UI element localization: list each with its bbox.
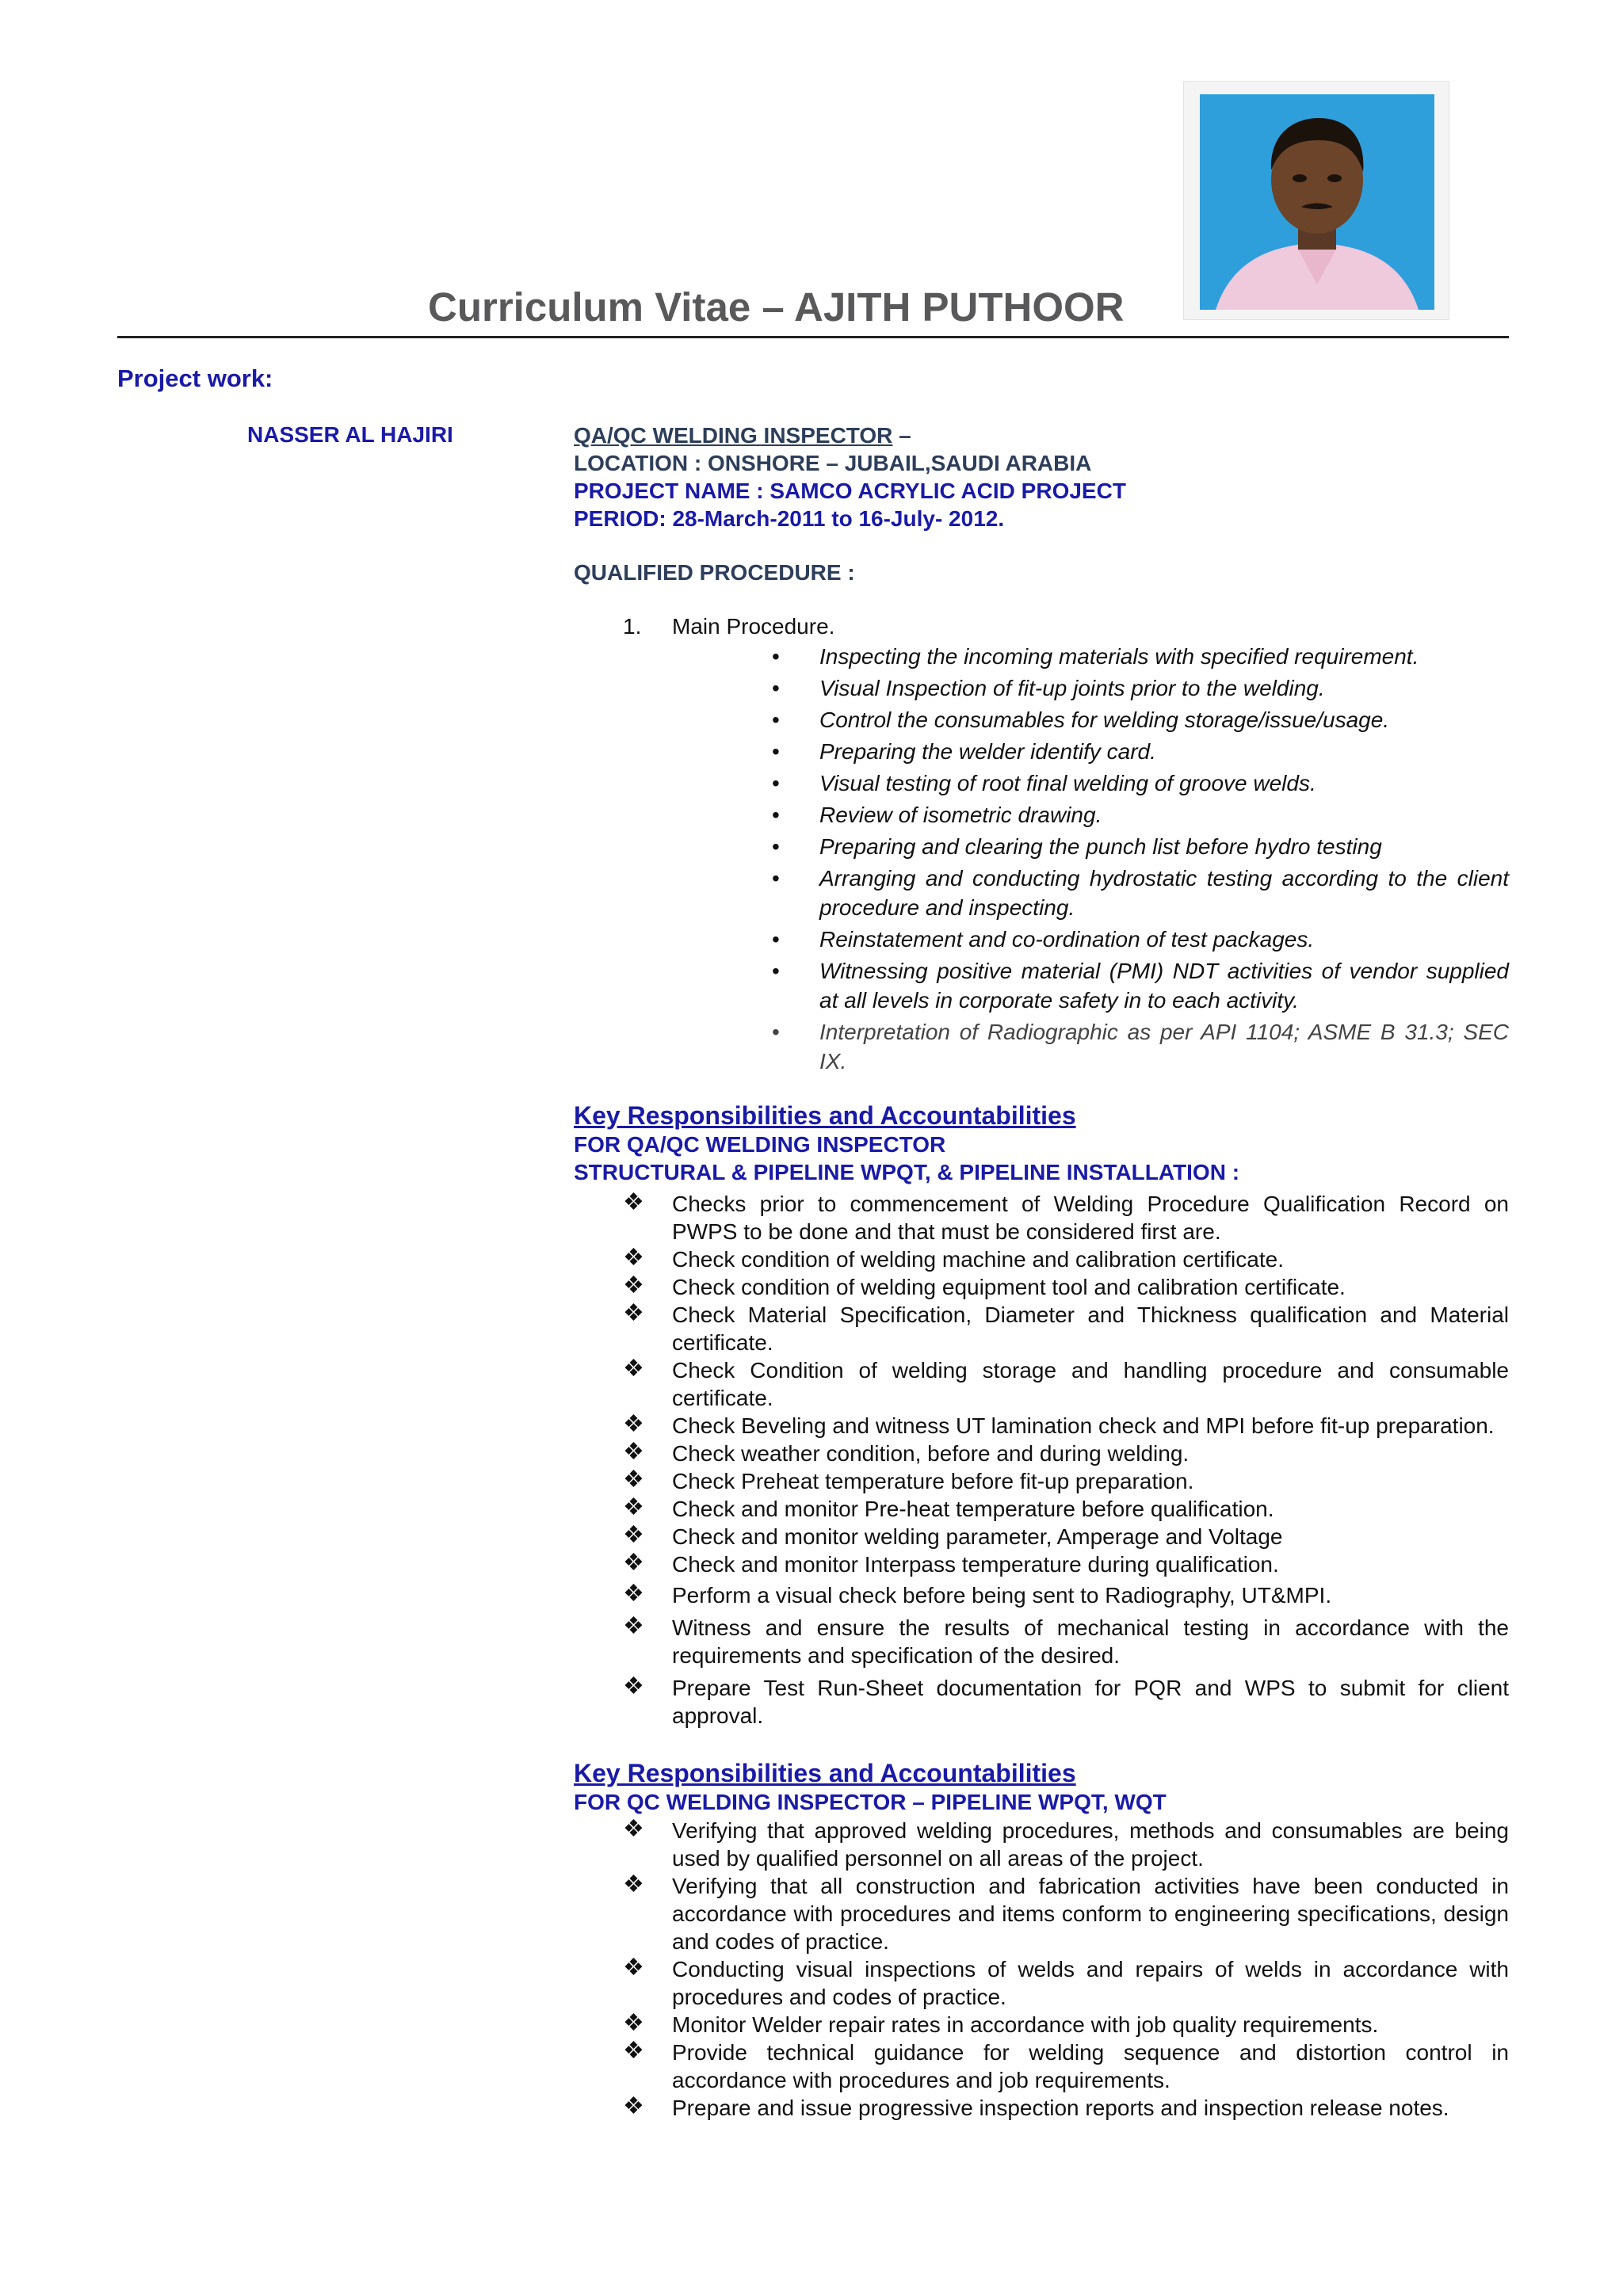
bullet-icon: • [772, 959, 780, 983]
bullet-icon: • [772, 803, 780, 827]
employer-name: NASSER AL HAJIRI [247, 422, 453, 447]
list-item: • Interpretation of Radiographic as per API 1104; ASME B 31.3; SEC IX. [761, 1017, 1509, 1076]
bullet-icon: • [772, 866, 780, 891]
profile-photo-frame [1183, 81, 1449, 320]
list-item: • Arranging and conducting hydrostatic testing according to the client procedure and inspecting. [761, 864, 1509, 922]
bullet-icon: • [772, 707, 780, 732]
list-item: ❖ Prepare Test Run-Sheet documentation for PQR and WPS to submit for client approval. [623, 1673, 1509, 1728]
diamond-bullet-icon: ❖ [623, 1522, 644, 1548]
list-item: ❖ Check Material Specification, Diameter and Thickness qualification and Material certificate. [623, 1300, 1509, 1355]
list-item: ❖ Check Preheat temperature before fit-up preparation. [623, 1466, 1194, 1493]
diamond-bullet-icon: ❖ [623, 1613, 644, 1639]
list-item: • Visual testing of root final welding of groove welds. [761, 769, 1509, 798]
list-item: • Reinstatement and co-ordination of test packages. [761, 925, 1509, 954]
bullet-icon: • [772, 927, 780, 952]
list-item: ❖ Checks prior to commencement of Welding Procedure Qualification Record on PWPS to be done and that must be considered first are. [623, 1189, 1509, 1244]
list-item: • Witnessing positive material (PMI) NDT activities of vendor supplied at all levels in corporate safety in to each activity. [761, 956, 1509, 1015]
key-responsibilities-list-2 [623, 1817, 1509, 2122]
procedure-numbered-item [623, 614, 834, 639]
procedure-bullet-list [761, 642, 1509, 1078]
bullet-icon: • [772, 1020, 780, 1044]
role-title: QA/QC WELDING INSPECTOR [574, 423, 893, 448]
list-item: ❖ Perform a visual check before being sent to Radiography, UT&MPI. [623, 1581, 1332, 1608]
role-period: PERIOD: 28-March-2011 to 16-July- 2012. [574, 506, 1005, 531]
key-responsibilities-list-1 [623, 1190, 1509, 1730]
procedure-label: Main Procedure. [672, 614, 835, 639]
list-item: ❖ Check weather condition, before and during welding. [623, 1439, 1190, 1466]
procedure-number: 1. [623, 614, 642, 639]
list-item: • Visual Inspection of fit-up joints prior to the welding. [761, 673, 1509, 703]
diamond-bullet-icon: ❖ [623, 1356, 644, 1382]
diamond-bullet-icon: ❖ [623, 1673, 644, 1699]
role-title-dash: – [892, 423, 911, 448]
section-label-project-work: Project work: [117, 364, 273, 392]
list-item: ❖ Provide technical guidance for welding sequence and distortion control in accordance with procedures and job requirements. [623, 2038, 1509, 2092]
page-title: Curriculum Vitae – AJITH PUTHOOR [428, 284, 1125, 330]
list-item: • Review of isometric drawing. [761, 800, 1509, 830]
list-item: ❖ Witness and ensure the results of mechanical testing in accordance with the requirements and specification of the desired. [623, 1613, 1509, 1668]
list-item: ❖ Check Condition of welding storage and handling procedure and consumable certificate. [623, 1356, 1509, 1410]
diamond-bullet-icon: ❖ [623, 1550, 644, 1576]
title-divider [117, 336, 1509, 338]
list-item: • Inspecting the incoming materials with specified requirement. [761, 642, 1509, 671]
bullet-icon: • [772, 771, 780, 795]
list-item: • Preparing and clearing the punch list before hydro testing [761, 832, 1509, 861]
list-item: ❖ Check condition of welding machine and calibration certificate. [623, 1245, 1284, 1272]
profile-photo [1200, 94, 1434, 310]
list-item: ❖ Conducting visual inspections of welds and repairs of welds in accordance with procedures and codes of practice. [623, 1955, 1509, 2009]
diamond-bullet-icon: ❖ [623, 1955, 644, 1981]
diamond-bullet-icon: ❖ [623, 1245, 644, 1271]
role-project-name: PROJECT NAME : SAMCO ACRYLIC ACID PROJECT [574, 479, 1126, 503]
diamond-bullet-icon: ❖ [623, 1494, 644, 1520]
list-item: ❖ Check and monitor welding parameter, Amperage and Voltage [623, 1522, 1283, 1549]
list-item: ❖ Check and monitor Pre-heat temperature before qualification. [623, 1494, 1274, 1521]
list-item: ❖ Verifying that all construction and fabrication activities have been conducted in accordance with procedures and items conform to engineering specifications, design and codes of practice. [623, 1871, 1509, 1954]
diamond-bullet-icon: ❖ [623, 2038, 644, 2064]
diamond-bullet-icon: ❖ [623, 2093, 644, 2119]
diamond-bullet-icon: ❖ [623, 1189, 644, 1215]
key-responsibilities-sub-1a: FOR QA/QC WELDING INSPECTOR [574, 1132, 946, 1157]
list-item: ❖ Verifying that approved welding procedures, methods and consumables are being used by qualified personnel on all areas of the project. [623, 1816, 1509, 1871]
list-item: • Control the consumables for welding storage/issue/usage. [761, 705, 1509, 734]
bullet-icon: • [772, 644, 780, 669]
diamond-bullet-icon: ❖ [623, 1466, 644, 1493]
bullet-icon: • [772, 676, 780, 700]
role-block [574, 421, 1509, 532]
bullet-icon: • [772, 739, 780, 764]
diamond-bullet-icon: ❖ [623, 1300, 644, 1326]
role-title-line [574, 421, 1509, 449]
diamond-bullet-icon: ❖ [623, 1439, 644, 1465]
key-responsibilities-sub-2a: FOR QC WELDING INSPECTOR – PIPELINE WPQT, WQT [574, 1790, 1167, 1814]
diamond-bullet-icon: ❖ [623, 1272, 644, 1299]
diamond-bullet-icon: ❖ [623, 1581, 644, 1607]
diamond-bullet-icon: ❖ [623, 1816, 644, 1842]
diamond-bullet-icon: ❖ [623, 1411, 644, 1437]
key-responsibilities-heading-2: Key Responsibilities and Accountabilities [574, 1759, 1076, 1787]
bullet-icon: • [772, 834, 780, 859]
portrait-image [1200, 94, 1434, 310]
list-item: • Preparing the welder identify card. [761, 737, 1509, 766]
key-responsibilities-sub-1b: STRUCTURAL & PIPELINE WPQT, & PIPELINE INSTALLATION : [574, 1160, 1240, 1184]
list-item: ❖ Prepare and issue progressive inspection reports and inspection release notes. [623, 2093, 1449, 2120]
role-location: LOCATION : ONSHORE – JUBAIL,SAUDI ARABIA [574, 451, 1092, 475]
list-item: ❖ Check condition of welding equipment tool and calibration certificate. [623, 1272, 1346, 1299]
key-responsibilities-heading-1: Key Responsibilities and Accountabilities [574, 1101, 1076, 1130]
list-item: ❖ Monitor Welder repair rates in accordance with job quality requirements. [623, 2010, 1379, 2037]
qualified-procedure-heading: QUALIFIED PROCEDURE : [574, 560, 855, 585]
diamond-bullet-icon: ❖ [623, 1871, 644, 1897]
list-item: ❖ Check and monitor Interpass temperature during qualification. [623, 1550, 1279, 1577]
diamond-bullet-icon: ❖ [623, 2010, 644, 2036]
list-item: ❖ Check Beveling and witness UT lamination check and MPI before fit-up preparation. [623, 1411, 1495, 1438]
